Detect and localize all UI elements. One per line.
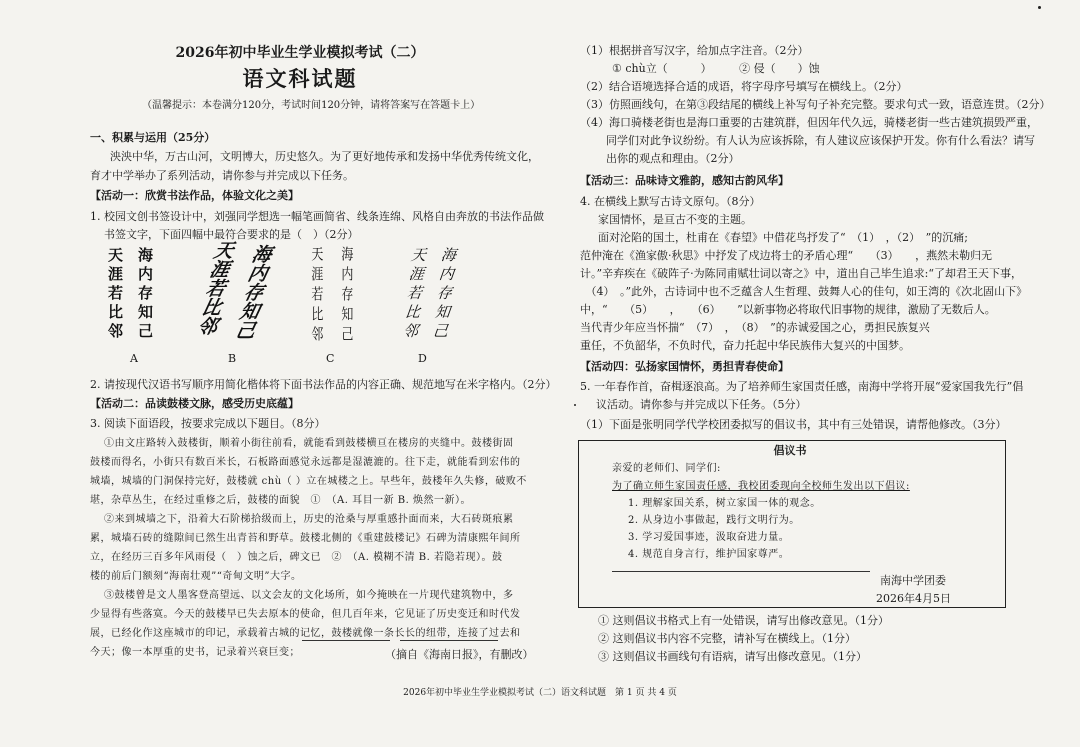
calligraphy-c-col1: 天涯若比邻	[311, 245, 324, 343]
q4-line7: 当代青少年应当怀揣“ （7） ， （8） ”的赤诚爱国之心，勇担民族复兴	[580, 321, 930, 334]
proposal-item-3: 3. 学习爱国事迹，汲取奋进力量。	[628, 532, 790, 543]
answer-blank-2[interactable]	[400, 640, 498, 641]
calligraphy-c-label: C	[326, 352, 335, 365]
calligraphy-a-col2: 海内存知己	[138, 246, 154, 340]
exam-notice: （温馨提示：本卷满分120分，考试时间120分钟，请将答案写在答题卡上）	[142, 100, 481, 111]
q4-line6: 中，“ （5） ， （6） ”以新事物必将取代旧事物的规律，激励了无数后人。	[580, 303, 996, 316]
sub-question-1-items: ① chù立（ ） ② 侵（ ）蚀	[612, 62, 820, 75]
q5-sub1-item1: ① 这则倡议书格式上有一处错误，请写出修改意见。（1分）	[598, 614, 889, 627]
q4-text: 4. 在横线上默写古诗文原句。（8分）	[580, 195, 761, 208]
q5-line2: 议活动。请你参与并完成以下任务。（5分）	[596, 398, 807, 411]
calligraphy-b-col2: 海内存知己	[233, 244, 274, 342]
sub-question-1: （1）根据拼音写汉字，给加点字注音。（2分）	[580, 44, 809, 57]
calligraphy-c-col2: 海内存知己	[341, 245, 354, 343]
passage-p3-line3: 展，已经化作这座城市的印记，承载着古城的记忆，鼓楼就像一条长长的纽带，连接了过去和	[90, 628, 521, 639]
proposal-underlined-sentence: 为了确立师生家国责任感，我校团委现向全校师生发出以下倡议:	[612, 481, 910, 492]
passage-p3-line1: ③鼓楼曾是文人墨客登高望远、以文会友的文化场所，如今掩映在一片现代建筑物中，多	[104, 590, 514, 601]
proposal-greeting: 亲爱的老师们、同学们:	[612, 463, 721, 474]
q4-line4: 计。”辛弃疾在《破阵子·为陈同甫赋壮词以寄之》中，道出自己毕生追求:“了却君王天下事，	[580, 267, 1022, 280]
q4-line3: 范仲淹在《渔家傲·秋思》中抒发了戍边将士的矛盾心理“ （3） ，燕然未勒归无	[580, 249, 993, 262]
page-footer: 2026年初中毕业生学业模拟考试（二）语文科试题 第 1 页 共 4 页	[403, 688, 677, 698]
proposal-item-2: 2. 从身边小事做起，践行文明行为。	[628, 515, 800, 526]
proposal-signer: 南海中学团委	[880, 574, 946, 587]
part1-heading: 一、积累与运用（25分）	[90, 131, 216, 144]
part1-intro-line1: 泱泱中华，万古山河，文明博大，历史悠久。为了更好地传承和发扬中华优秀传统文化，	[110, 150, 539, 163]
passage-p1-line4: 堪，杂草丛生，在经过重修之后，鼓楼的面貌 ① （A. 耳目一新 B. 焕然一新）。	[90, 495, 471, 506]
passage-p2-line2: 累，城墙石砖的缝隙间已然生出青苔和野草。鼓楼北侧的《重建鼓楼记》石碑为清康熙年间所	[90, 533, 521, 544]
sub-question-4-line1: （4）海口骑楼老街也是海口重要的古建筑群，但因年代久远，骑楼老街一些古建筑损毁严重，	[580, 116, 1038, 129]
q5-sub1-item3: ③ 这则倡议书画线句有语病，请写出修改意见。（1分）	[598, 650, 867, 663]
part1-intro-line2: 育才中学举办了系列活动，请你参与并完成以下任务。	[90, 169, 354, 182]
q2-text: 2. 请按现代汉语书写顺序用简化楷体将下面书法作品的内容正确、规范地写在米字格内。（2分）	[90, 378, 557, 391]
q5-sub1: （1）下面是张明同学代学校团委拟写的倡议书，其中有三处错误，请帮他修改。（3分）	[580, 418, 1007, 431]
passage-p2-line1: ②来到城墙之下，沿着大石阶梯拾级而上，历史的沧桑与厚重感扑面而来，大石砖斑痕累	[104, 514, 514, 525]
passage-p3-line4: 今天；像一本厚重的史书，记录着兴衰巨变；	[90, 647, 300, 658]
scan-speck	[1038, 6, 1041, 9]
passage-p2-line3: 立，在经历三百多年风雨侵（ ）蚀之后，碑文已 ② （A. 模糊不清 B. 若隐若现）。鼓	[90, 552, 503, 563]
passage-p3-line2: 少显得有些落寞。今天的鼓楼早已失去原本的使命，但几百年来，它见证了历史变迁和时代发	[90, 609, 521, 620]
calligraphy-b-label: B	[228, 352, 237, 365]
sub-question-2: （2）结合语境选择合适的成语，将字母序号填写在横线上。（2分）	[580, 80, 908, 93]
q4-line8: 重任，不负韶华，不负时代，奋力托起中华民族伟大复兴的中国梦。	[580, 339, 910, 352]
calligraphy-b-col1: 天涯若比邻	[195, 240, 236, 338]
q5-line1: 5. 一年春作首，奋楫逐浪高。为了培养师生家国责任感，南海中学将开展“爱家国我先行”倡	[580, 380, 1024, 393]
scan-speck	[574, 404, 576, 406]
activity4-heading: 【活动四：弘扬家国情怀，勇担青春使命】	[580, 360, 789, 373]
q4-line5: （4） 。”此外，古诗词中也不乏蕴含人生哲理、鼓舞人心的佳句，如王湾的《次北固山下》	[580, 285, 1028, 298]
passage-source: （摘自《海南日报》，有删改）	[385, 648, 534, 661]
passage-p1-line1: ①由文庄路转入鼓楼街，顺着小街往前看，就能看到鼓楼横亘在楼房的夹缝中。鼓楼街固	[104, 438, 514, 449]
calligraphy-a-label: A	[130, 352, 138, 365]
q3-text: 3. 阅读下面语段，按要求完成以下题目。（8分）	[90, 417, 326, 430]
passage-p1-line3: 城墙，城墙的门洞保持完好，鼓楼就 chù（ ）立在城楼之上。早些年，鼓楼年久失修，破败不	[90, 476, 527, 487]
q1-line2: 书签文字，下面四幅中最符合要求的是（ ）（2分）	[104, 228, 359, 241]
sub-question-3: （3）仿照画线句，在第③段结尾的横线上补写句子补充完整。要求句式一致，语意连贯。（2分）	[580, 98, 1051, 111]
calligraphy-d-col1: 天涯若比邻	[402, 246, 428, 340]
passage-p1-line2: 鼓楼而得名，小街只有数百米长，石板路面感觉永远都是湿漉漉的。往下走，就能看到宏伟的	[90, 457, 521, 468]
proposal-item-1: 1. 理解家国关系，树立家国一体的观念。	[628, 498, 821, 509]
sub-question-4-line3: 出你的观点和理由。（2分）	[606, 152, 740, 165]
calligraphy-d-label: D	[418, 352, 427, 365]
q4-line1: 家国情怀，是亘古不变的主题。	[598, 213, 752, 226]
answer-blank-1[interactable]	[302, 640, 390, 641]
sub-question-4-line2: 同学们对此争议纷纷。有人认为应该拆除，有人建议应该保护开发。你有什么看法？请写	[606, 134, 1035, 147]
calligraphy-d-col2: 海内存知己	[432, 246, 458, 340]
passage-p2-line4: 楼的前后门额刻“海南壮观”“奇甸文明”大字。	[90, 571, 302, 582]
activity3-heading: 【活动三：品味诗文雅韵，感知古韵风华】	[580, 174, 789, 187]
q5-sub1-item2: ② 这则倡议书内容不完整，请补写在横线上。（1分）	[598, 632, 856, 645]
q1-line1: 1. 校园文创书签设计中，刘强同学想选一幅笔画简省、线条连绵、风格自由奔放的书法作品做	[90, 210, 544, 223]
proposal-body	[612, 480, 910, 494]
calligraphy-a-col1: 天涯若比邻	[108, 246, 124, 340]
q4-line2: 面对沦陷的国土，杜甫在《春望》中借花鸟抒发了“ （1） ，（2） ”的沉痛;	[598, 231, 968, 244]
activity1-heading: 【活动一：欣赏书法作品，体验文化之美】	[90, 189, 299, 202]
proposal-title: 倡议书	[773, 444, 807, 457]
activity2-heading: 【活动二：品读鼓楼文脉，感受历史底蕴】	[90, 397, 299, 410]
proposal-blank-line[interactable]	[612, 571, 870, 572]
exam-title: 2026年初中毕业生学业模拟考试（二）	[175, 45, 425, 61]
proposal-item-4: 4. 规范自身言行，维护国家尊严。	[628, 549, 790, 560]
subject-title: 语文科试题	[242, 66, 358, 91]
proposal-date: 2026年4月5日	[876, 592, 951, 605]
